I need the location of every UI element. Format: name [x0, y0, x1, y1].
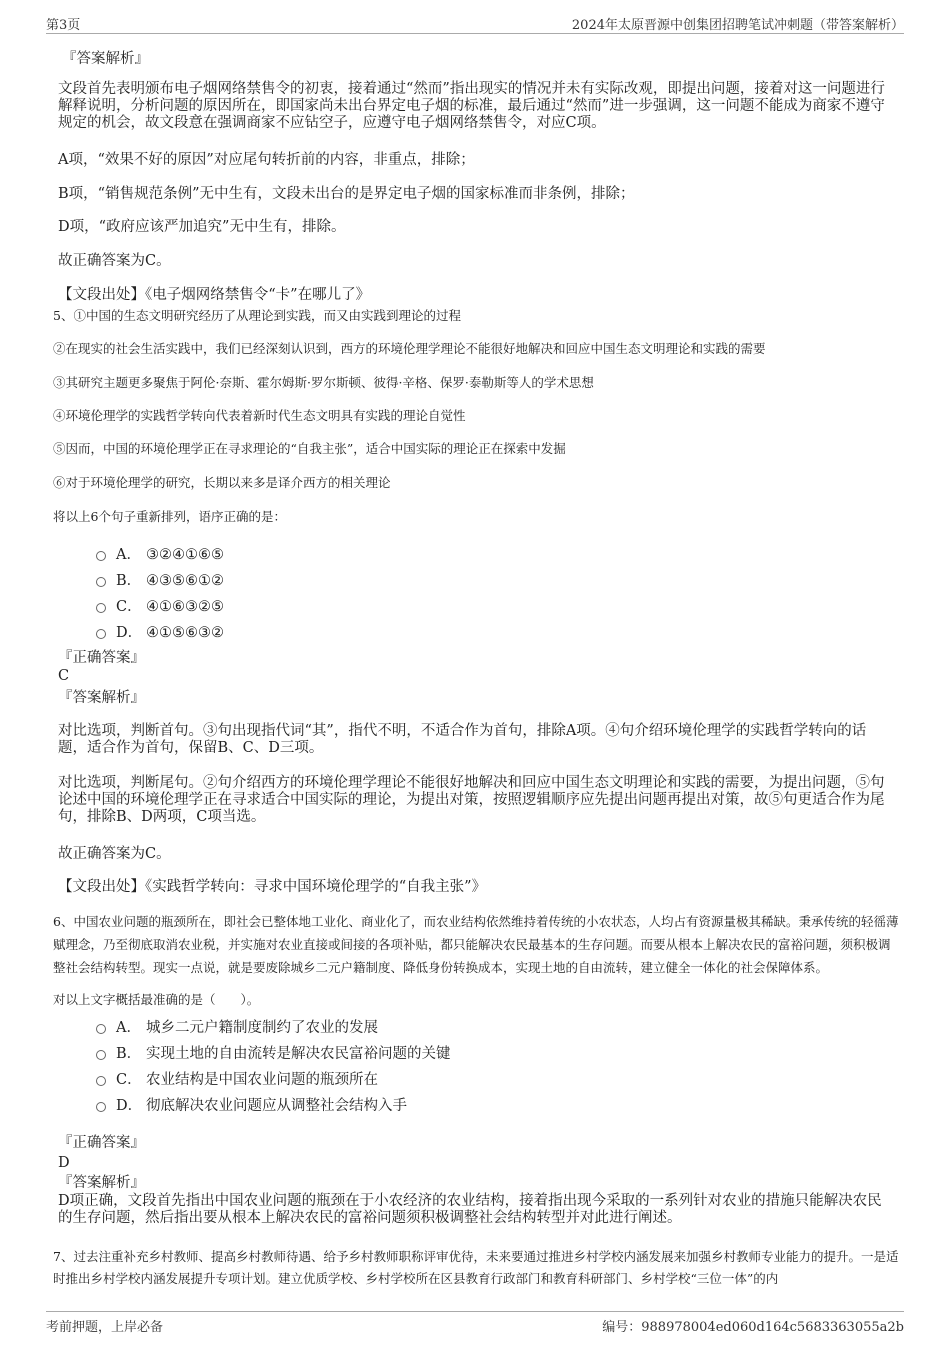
page-number: 第3页	[46, 18, 81, 33]
q4-option-a-analysis: A项，“效果不好的原因”对应尾句转折前的内容，非重点，排除；	[58, 152, 475, 168]
q5-sentence-2: ②在现实的社会生活实践中，我们已经深刻认识到，西方的环境伦理学理论不能很好地解决和回应中国生态文明理论和实践的需要	[53, 341, 766, 356]
q5-option-b[interactable]: B． ④③⑤⑥①②	[96, 569, 224, 590]
q4-answer: 故正确答案为C。	[58, 253, 171, 269]
q6-option-b[interactable]: B． 实现土地的自由流转是解决农民富裕问题的关键	[96, 1042, 451, 1063]
radio-icon[interactable]	[96, 1050, 106, 1060]
footer-divider	[46, 1311, 904, 1312]
header-divider	[46, 33, 904, 34]
radio-icon[interactable]	[96, 629, 106, 639]
q6-answer-label: 『正确答案』	[58, 1135, 145, 1151]
q5-sentence-5: ⑤因而，中国的环境伦理学正在寻求理论的“自我主张”，适合中国实际的理论正在探索中发掘	[53, 441, 566, 456]
q5-prompt: 将以上6个句子重新排列，语序正确的是：	[53, 509, 286, 524]
q6-option-d[interactable]: D． 彻底解决农业问题应从调整社会结构入手	[96, 1094, 407, 1115]
q5-source: 【文段出处】《实践哲学转向：寻求中国环境伦理学的“自我主张”》	[58, 879, 487, 895]
q5-sentence-3: ③其研究主题更多聚焦于阿伦·奈斯、霍尔姆斯·罗尔斯顿、彼得·辛格、保罗·泰勒斯等人的学术思想	[53, 375, 594, 390]
q5-sentence-4: ④环境伦理学的实践哲学转向代表着新时代生态文明具有实践的理论自觉性	[53, 408, 466, 423]
radio-icon[interactable]	[96, 1102, 106, 1112]
document-id: 编号：988978004ed060d164c5683363055a2b	[602, 1320, 904, 1335]
radio-icon[interactable]	[96, 551, 106, 561]
page-header	[46, 14, 904, 34]
radio-icon[interactable]	[96, 603, 106, 613]
q5-final-answer: 故正确答案为C。	[58, 846, 171, 862]
q5-answer-label: 『正确答案』	[58, 650, 145, 666]
q6-analysis-paragraph: D项正确，文段首先指出中国农业问题的瓶颈在于小农经济的农业结构，接着指出现今采取的一系列针对农业的措施只能解决农民的生存问题，然后指出要从根本上解决农民的富裕问题须积极调整社会结构转型并对此进行阐述。	[58, 1193, 882, 1226]
q5-analysis-paragraph-2: 对比选项，判断尾句。②句介绍西方的环境伦理学理论不能很好地解决和回应中国生态文明理论和实践的需要，为提出问题，⑤句论述中国的环境伦理学正在寻求适合中国实际的理论，为提出对策，按照逻辑顺序应先提出问题再提出对策，故⑤句更适合作为尾句，排除B、D两项，C项当选。	[58, 775, 885, 825]
q5-option-d[interactable]: D． ④①⑤⑥③②	[96, 621, 224, 642]
q4-source: 【文段出处】《电子烟网络禁售令“卡”在哪儿了》	[58, 287, 371, 303]
q5-answer: C	[58, 668, 70, 684]
radio-icon[interactable]	[96, 1024, 106, 1034]
q6-analysis-label: 『答案解析』	[58, 1175, 145, 1191]
q5-analysis-label: 『答案解析』	[58, 690, 145, 706]
q4-option-b-analysis: B项，“销售规范条例”无中生有，文段未出台的是界定电子烟的国家标准而非条例，排除；	[58, 186, 635, 202]
q6-option-a[interactable]: A． 城乡二元户籍制度制约了农业的发展	[96, 1016, 378, 1037]
q4-analysis-paragraph: 文段首先表明颁布电子烟网络禁售令的初衷，接着通过“然而”指出现实的情况并未有实际改观，即提出问题，接着对这一问题进行解释说明，分析问题的原因所在，即国家尚未出台界定电子烟的标准，最后通过“然而”进一步强调，这一问题不能成为商家不遵守规定的机会，故文段意在强调商家不应钻空子，应遵守电子烟网络禁售令，对应C项。	[58, 81, 885, 131]
radio-icon[interactable]	[96, 577, 106, 587]
document-title: 2024年太原晋源中创集团招聘笔试冲刺题（带答案解析）	[571, 18, 904, 33]
q5-analysis-paragraph-1: 对比选项，判断首句。③句出现指代词“其”，指代不明，不适合作为首句，排除A项。④句介绍环境伦理学的实践哲学转向的话题，适合作为首句，保留B、C、D三项。	[58, 723, 867, 756]
q6-stem: 6、中国农业问题的瓶颈所在，即社会已整体地工业化、商业化了，而农业结构依然维持着传统的小农状态，人均占有资源量极其稀缺。秉承传统的轻徭薄赋理念，乃至彻底取消农业税，并实施对农业直接或间接的各项补贴，都只能解决农民最基本的生存问题。而要从根本上解决农民的富裕问题，须积极调整社会结构转型。现实一点说，就是要废除城乡二元户籍制度、降低身份转换成本，实现土地的自由流转，建立健全一体化的社会保障体系。	[53, 914, 899, 975]
q5-option-c[interactable]: C． ④①⑥③②⑤	[96, 595, 224, 616]
q4-option-d-analysis: D项，“政府应该严加追究”无中生有，排除。	[58, 219, 346, 235]
q6-prompt: 对以上文字概括最准确的是（ ）。	[53, 992, 260, 1007]
q5-option-a[interactable]: A． ③②④①⑥⑤	[96, 543, 224, 564]
footer-slogan: 考前押题，上岸必备	[46, 1320, 164, 1335]
page-footer	[46, 1316, 904, 1336]
q6-option-c[interactable]: C． 农业结构是中国农业问题的瓶颈所在	[96, 1068, 378, 1089]
q7-stem: 7、过去注重补充乡村教师、提高乡村教师待遇、给予乡村教师职称评审优待，未来要通过推进乡村学校内涵发展来加强乡村教师专业能力的提升。一是适时推出乡村学校内涵发展提升专项计划。建立优质学校、乡村学校所在区县教育行政部门和教育科研部门、乡村学校“三位一体”的内	[53, 1249, 899, 1286]
q5-sentence-6: ⑥对于环境伦理学的研究，长期以来多是译介西方的相关理论	[53, 475, 391, 490]
radio-icon[interactable]	[96, 1076, 106, 1086]
q6-answer: D	[58, 1155, 70, 1171]
q5-sentence-1: 5、①中国的生态文明研究经历了从理论到实践，而又由实践到理论的过程	[53, 308, 461, 323]
q4-analysis-label: 『答案解析』	[62, 51, 149, 67]
